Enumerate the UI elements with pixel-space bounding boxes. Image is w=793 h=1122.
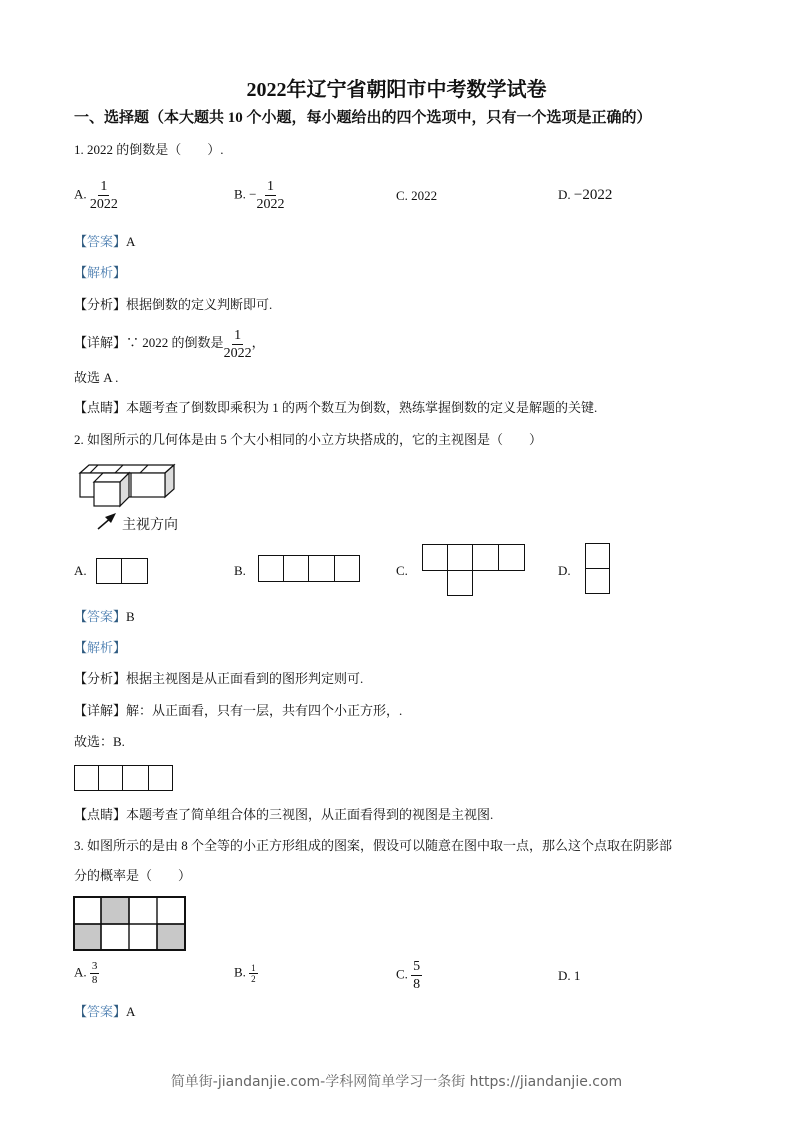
q2-option-a[interactable]: A. [74, 563, 87, 578]
denominator: 2022 [256, 197, 285, 212]
shaded-grid-figure [73, 896, 187, 952]
xiangjie-label: 详解 [87, 335, 114, 350]
option-b-figure [258, 555, 360, 582]
q2-analysis-heading [74, 639, 126, 657]
bracket: 【 [74, 297, 88, 312]
bracket: 【 [74, 335, 88, 350]
bracket: 】 [113, 265, 127, 280]
q1-dianjing [74, 399, 597, 417]
q1-xiangjie [74, 325, 265, 362]
page-title: 2022年辽宁省朝阳市中考数学试卷 [246, 79, 547, 101]
bracket: 【 [74, 703, 88, 718]
bracket: 【 [74, 234, 88, 249]
q3-stem-line1: 3. 如图所示的是由 8 个全等的小正方形组成的图案，假设可以随意在图中取一点，那么这个点取在阴影部 [74, 838, 673, 853]
punctuation: ， [251, 335, 265, 350]
option-label: B. [234, 964, 246, 980]
numerator: 1 [100, 179, 108, 194]
numerator: 1 [267, 179, 275, 194]
bracket: 】 [113, 234, 127, 249]
fraction [411, 958, 422, 993]
q1-fenxi [74, 296, 272, 314]
q1-conclusion: 故选 A . [74, 370, 119, 385]
bracket: 【 [74, 1004, 88, 1019]
answer-label: 答案 [87, 1004, 114, 1019]
q2-option-d[interactable]: D. [558, 563, 571, 578]
denominator: 8 [91, 974, 98, 986]
fenxi-text: 根据倒数的定义判断即可. [126, 297, 273, 312]
fraction [224, 327, 252, 362]
option-label: C. [396, 966, 408, 982]
view-direction-label: 主视方向 [122, 517, 178, 533]
q1-option-b[interactable] [234, 178, 285, 213]
solution-figure [74, 765, 173, 791]
bracket: 】 [113, 335, 127, 350]
q3-option-a[interactable] [74, 960, 99, 987]
bracket: 】 [113, 640, 127, 655]
option-c-divider [498, 544, 499, 571]
q3-option-d[interactable]: D. 1 [558, 968, 581, 983]
footer-watermark: 简单街-jiandanjie.com-学科网简单学习一条街 https://jiandanjie.com [170, 1074, 623, 1090]
option-value: −2022 [573, 187, 613, 203]
option-a-cell [96, 558, 122, 584]
fraction [90, 178, 118, 213]
bracket: 【 [74, 671, 88, 686]
option-b-divider [283, 555, 309, 582]
q2-answer [74, 608, 135, 626]
q2-stem: 2. 如图所示的几何体是由 5 个大小相同的小立方块搭成的，它的主视图是（ ） [74, 432, 543, 447]
answer-value: A [126, 1004, 136, 1019]
bracket: 】 [113, 1004, 127, 1019]
fenxi-label: 分析 [87, 671, 114, 686]
dianjing-label: 点睛 [87, 807, 114, 822]
option-label: D. [558, 187, 571, 202]
fraction [249, 963, 258, 984]
fraction [90, 960, 100, 987]
bracket: 】 [113, 609, 127, 624]
bracket: 】 [113, 671, 127, 686]
xiangjie-label: 详解 [87, 703, 114, 718]
numerator: 5 [413, 959, 421, 974]
xiangjie-text: 解：从正面看，只有一层，共有四个小正方形，. [126, 703, 403, 718]
bracket: 【 [74, 640, 88, 655]
dianjing-label: 点睛 [87, 400, 114, 415]
q2-dianjing [74, 806, 493, 824]
analysis-label: 解析 [87, 640, 114, 655]
answer-label: 答案 [87, 609, 114, 624]
fenxi-text: 根据主视图是从正面看到的图形判定则可. [126, 671, 364, 686]
q2-conclusion: 故选：B. [74, 734, 125, 749]
q1-option-d[interactable] [558, 187, 612, 204]
analysis-label: 解析 [87, 265, 114, 280]
denominator: 2022 [223, 345, 252, 361]
section-heading: 一、选择题（本大题共 10 个小题，每小题给出的四个选项中，只有一个选项是正确的） [74, 110, 652, 126]
numerator: 3 [91, 960, 98, 972]
q3-option-b[interactable] [234, 963, 258, 984]
option-a-cell [121, 558, 148, 584]
q2-fenxi [74, 670, 363, 688]
q1-answer [74, 233, 135, 251]
solution-divider [98, 765, 123, 791]
q1-option-a[interactable] [74, 178, 118, 213]
answer-value: B [126, 609, 135, 624]
option-c-divider [447, 544, 473, 571]
denominator: 2 [251, 974, 256, 984]
solution-divider [148, 765, 149, 791]
bracket: 【 [74, 265, 88, 280]
answer-value: A [126, 234, 136, 249]
q3-option-c[interactable] [396, 958, 422, 993]
option-c-figure [422, 544, 525, 571]
q2-xiangjie [74, 702, 402, 720]
option-d-cell [585, 568, 610, 594]
option-c-cell [447, 570, 473, 596]
minus-sign: − [249, 186, 257, 202]
q2-option-c[interactable]: C. [396, 563, 408, 578]
numerator: 1 [251, 963, 256, 973]
bracket: 【 [74, 609, 88, 624]
bracket: 】 [113, 703, 127, 718]
bracket: 【 [74, 400, 88, 415]
denominator: 8 [413, 977, 421, 992]
xiangjie-text: ∵ 2022 的倒数是 [126, 335, 224, 350]
dianjing-text: 本题考查了倒数即乘积为 1 的两个数互为倒数，熟练掌握倒数的定义是解题的关键. [126, 400, 598, 415]
dianjing-text: 本题考查了简单组合体的三视图，从正面看得到的视图是主视图. [126, 807, 494, 822]
q3-answer [74, 1003, 135, 1021]
q1-stem: 1. 2022 的倒数是（ ）. [74, 142, 224, 157]
option-label: A. [74, 964, 87, 980]
q1-analysis-heading [74, 264, 126, 282]
q2-option-b[interactable]: B. [234, 563, 246, 578]
bracket: 】 [113, 400, 127, 415]
option-label: B. [234, 186, 246, 202]
q1-option-c[interactable]: C. 2022 [396, 188, 438, 203]
fenxi-label: 分析 [87, 297, 114, 312]
bracket: 】 [113, 297, 127, 312]
q3-stem-line2: 分的概率是（ ） [74, 868, 192, 883]
bracket: 】 [113, 807, 127, 822]
fraction [257, 178, 285, 213]
bracket: 【 [74, 807, 88, 822]
option-b-divider [334, 555, 335, 582]
numerator: 1 [234, 327, 242, 343]
answer-label: 答案 [87, 234, 114, 249]
option-d-cell [585, 543, 610, 569]
option-label: A. [74, 186, 87, 202]
denominator: 2022 [89, 197, 118, 212]
